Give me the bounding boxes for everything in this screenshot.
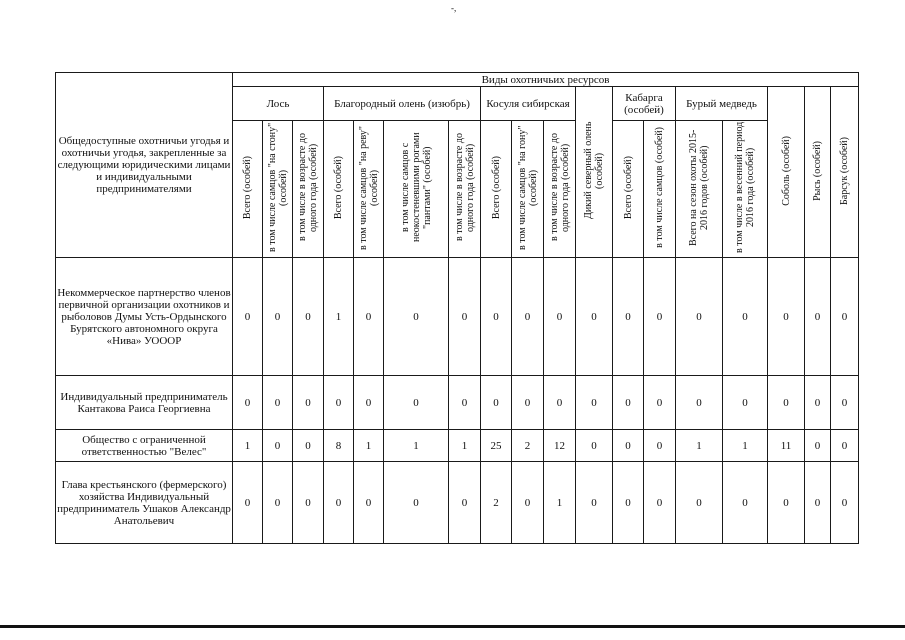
data-cell: 0	[263, 258, 293, 376]
data-cell: 0	[544, 376, 576, 430]
data-cell: 0	[263, 376, 293, 430]
table-row	[56, 430, 859, 462]
data-cell: 0	[831, 376, 859, 430]
sub-header-roe-young: в том числе в возрасте до одного года (особей)	[544, 121, 576, 258]
data-cell: 0	[293, 430, 324, 462]
data-cell: 0	[613, 258, 644, 376]
data-cell: 0	[384, 462, 449, 544]
bottom-rule	[0, 625, 905, 628]
table-row	[56, 462, 859, 544]
data-cell: 1	[544, 462, 576, 544]
corner-header: Общедоступные охотничьи угодья и охотничьи угодья, закрепленные за следующими юридическими лицами и индивидуальными предпринимателями	[56, 73, 233, 258]
sub-header-musk-total: Всего (особей)	[613, 121, 644, 258]
data-cell: 0	[354, 462, 384, 544]
data-cell: 0	[384, 376, 449, 430]
page-mark: -,	[451, 3, 457, 13]
sub-header-roe-males: в том числе самцов "на гону" (особей)	[512, 121, 544, 258]
data-cell: 0	[644, 462, 676, 544]
data-cell: 0	[481, 258, 512, 376]
data-cell: 0	[644, 376, 676, 430]
data-cell: 0	[805, 462, 831, 544]
data-cell: 0	[512, 462, 544, 544]
data-cell: 25	[481, 430, 512, 462]
data-cell: 0	[481, 376, 512, 430]
data-cell: 2	[512, 430, 544, 462]
data-cell: 0	[293, 376, 324, 430]
data-cell: 0	[768, 376, 805, 430]
data-cell: 0	[354, 376, 384, 430]
data-cell: 12	[544, 430, 576, 462]
data-cell: 0	[676, 376, 723, 430]
org-name: Индивидуальный предприниматель Кантакова Раиса Георгиевна	[56, 376, 233, 430]
data-cell: 0	[723, 462, 768, 544]
sub-header-bear-season: Всего на сезон охоты 2015-2016 годов (особей)	[676, 121, 723, 258]
data-cell: 0	[576, 258, 613, 376]
group-bear: Бурый медведь	[676, 87, 768, 121]
group-badger: Барсук (особей)	[831, 87, 859, 258]
data-cell: 0	[676, 258, 723, 376]
data-cell: 0	[263, 430, 293, 462]
data-cell: 0	[324, 462, 354, 544]
group-lynx: Рысь (особей)	[805, 87, 831, 258]
group-elk: Лось	[233, 87, 324, 121]
sub-header-roe-total: Всего (особей)	[481, 121, 512, 258]
data-cell: 1	[676, 430, 723, 462]
data-cell: 0	[384, 258, 449, 376]
data-cell: 2	[481, 462, 512, 544]
data-cell: 0	[768, 462, 805, 544]
sub-header-deer-antlers: в том числе самцов с неокостеневшими рогами "пантами" (особей)	[384, 121, 449, 258]
data-cell: 0	[233, 258, 263, 376]
data-cell: 0	[613, 376, 644, 430]
data-cell: 1	[723, 430, 768, 462]
data-cell: 8	[324, 430, 354, 462]
data-cell: 0	[576, 462, 613, 544]
data-cell: 0	[233, 462, 263, 544]
sub-header-bear-spring: в том числе в весенний период 2016 года (особей)	[723, 121, 768, 258]
data-cell: 0	[576, 376, 613, 430]
data-cell: 0	[293, 258, 324, 376]
org-name: Некоммерческое партнерство членов первичной организации охотников и рыболовов Думы Усть-Ордынского Бурятского автономного округа «Нива» УОООР	[56, 258, 233, 376]
data-cell: 0	[831, 430, 859, 462]
data-cell: 0	[449, 376, 481, 430]
sub-header-elk-males: в том числе самцов "на стону" (особей)	[263, 121, 293, 258]
table-row	[56, 258, 859, 376]
sub-header-elk-young: в том числе в возрасте до одного года (особей)	[293, 121, 324, 258]
sub-header-musk-males: в том числе самцов (особей)	[644, 121, 676, 258]
org-name: Общество с ограниченной ответственностью "Велес"	[56, 430, 233, 462]
data-cell: 0	[831, 462, 859, 544]
hunting-resources-table	[55, 72, 859, 544]
group-musk: Кабарга (особей)	[613, 87, 676, 121]
data-cell: 0	[354, 258, 384, 376]
data-cell: 0	[512, 376, 544, 430]
sub-header-deer-young: в том числе в возрасте до одного года (особей)	[449, 121, 481, 258]
data-cell: 0	[805, 258, 831, 376]
data-cell: 1	[324, 258, 354, 376]
data-cell: 0	[449, 462, 481, 544]
data-cell: 1	[233, 430, 263, 462]
data-cell: 0	[613, 462, 644, 544]
data-cell: 1	[449, 430, 481, 462]
data-cell: 0	[768, 258, 805, 376]
super-header: Виды охотничьих ресурсов	[233, 73, 859, 87]
org-name: Глава крестьянского (фермерского) хозяйства Индивидуальный предприниматель Ушаков Александр Анатольевич	[56, 462, 233, 544]
data-cell: 0	[644, 258, 676, 376]
data-cell: 0	[723, 258, 768, 376]
data-cell: 0	[576, 430, 613, 462]
data-cell: 0	[233, 376, 263, 430]
group-red-deer: Благородный олень (изюбрь)	[324, 87, 481, 121]
data-cell: 0	[805, 376, 831, 430]
data-cell: 1	[354, 430, 384, 462]
data-cell: 1	[384, 430, 449, 462]
data-cell: 0	[676, 462, 723, 544]
data-cell: 0	[293, 462, 324, 544]
sub-header-deer-males: в том числе самцов "на реву" (особей)	[354, 121, 384, 258]
group-sable: Соболь (особей)	[768, 87, 805, 258]
group-roe: Косуля сибирская	[481, 87, 576, 121]
data-cell: 0	[613, 430, 644, 462]
table-row	[56, 376, 859, 430]
data-cell: 0	[544, 258, 576, 376]
data-cell: 0	[449, 258, 481, 376]
sub-header-elk-total: Всего (особей)	[233, 121, 263, 258]
data-cell: 0	[512, 258, 544, 376]
group-reindeer: Дикий северный олень (особей)	[576, 87, 613, 258]
data-cell: 0	[831, 258, 859, 376]
data-cell: 0	[263, 462, 293, 544]
sub-header-deer-total: Всего (особей)	[324, 121, 354, 258]
data-cell: 0	[324, 376, 354, 430]
data-cell: 11	[768, 430, 805, 462]
data-cell: 0	[805, 430, 831, 462]
data-cell: 0	[644, 430, 676, 462]
data-cell: 0	[723, 376, 768, 430]
